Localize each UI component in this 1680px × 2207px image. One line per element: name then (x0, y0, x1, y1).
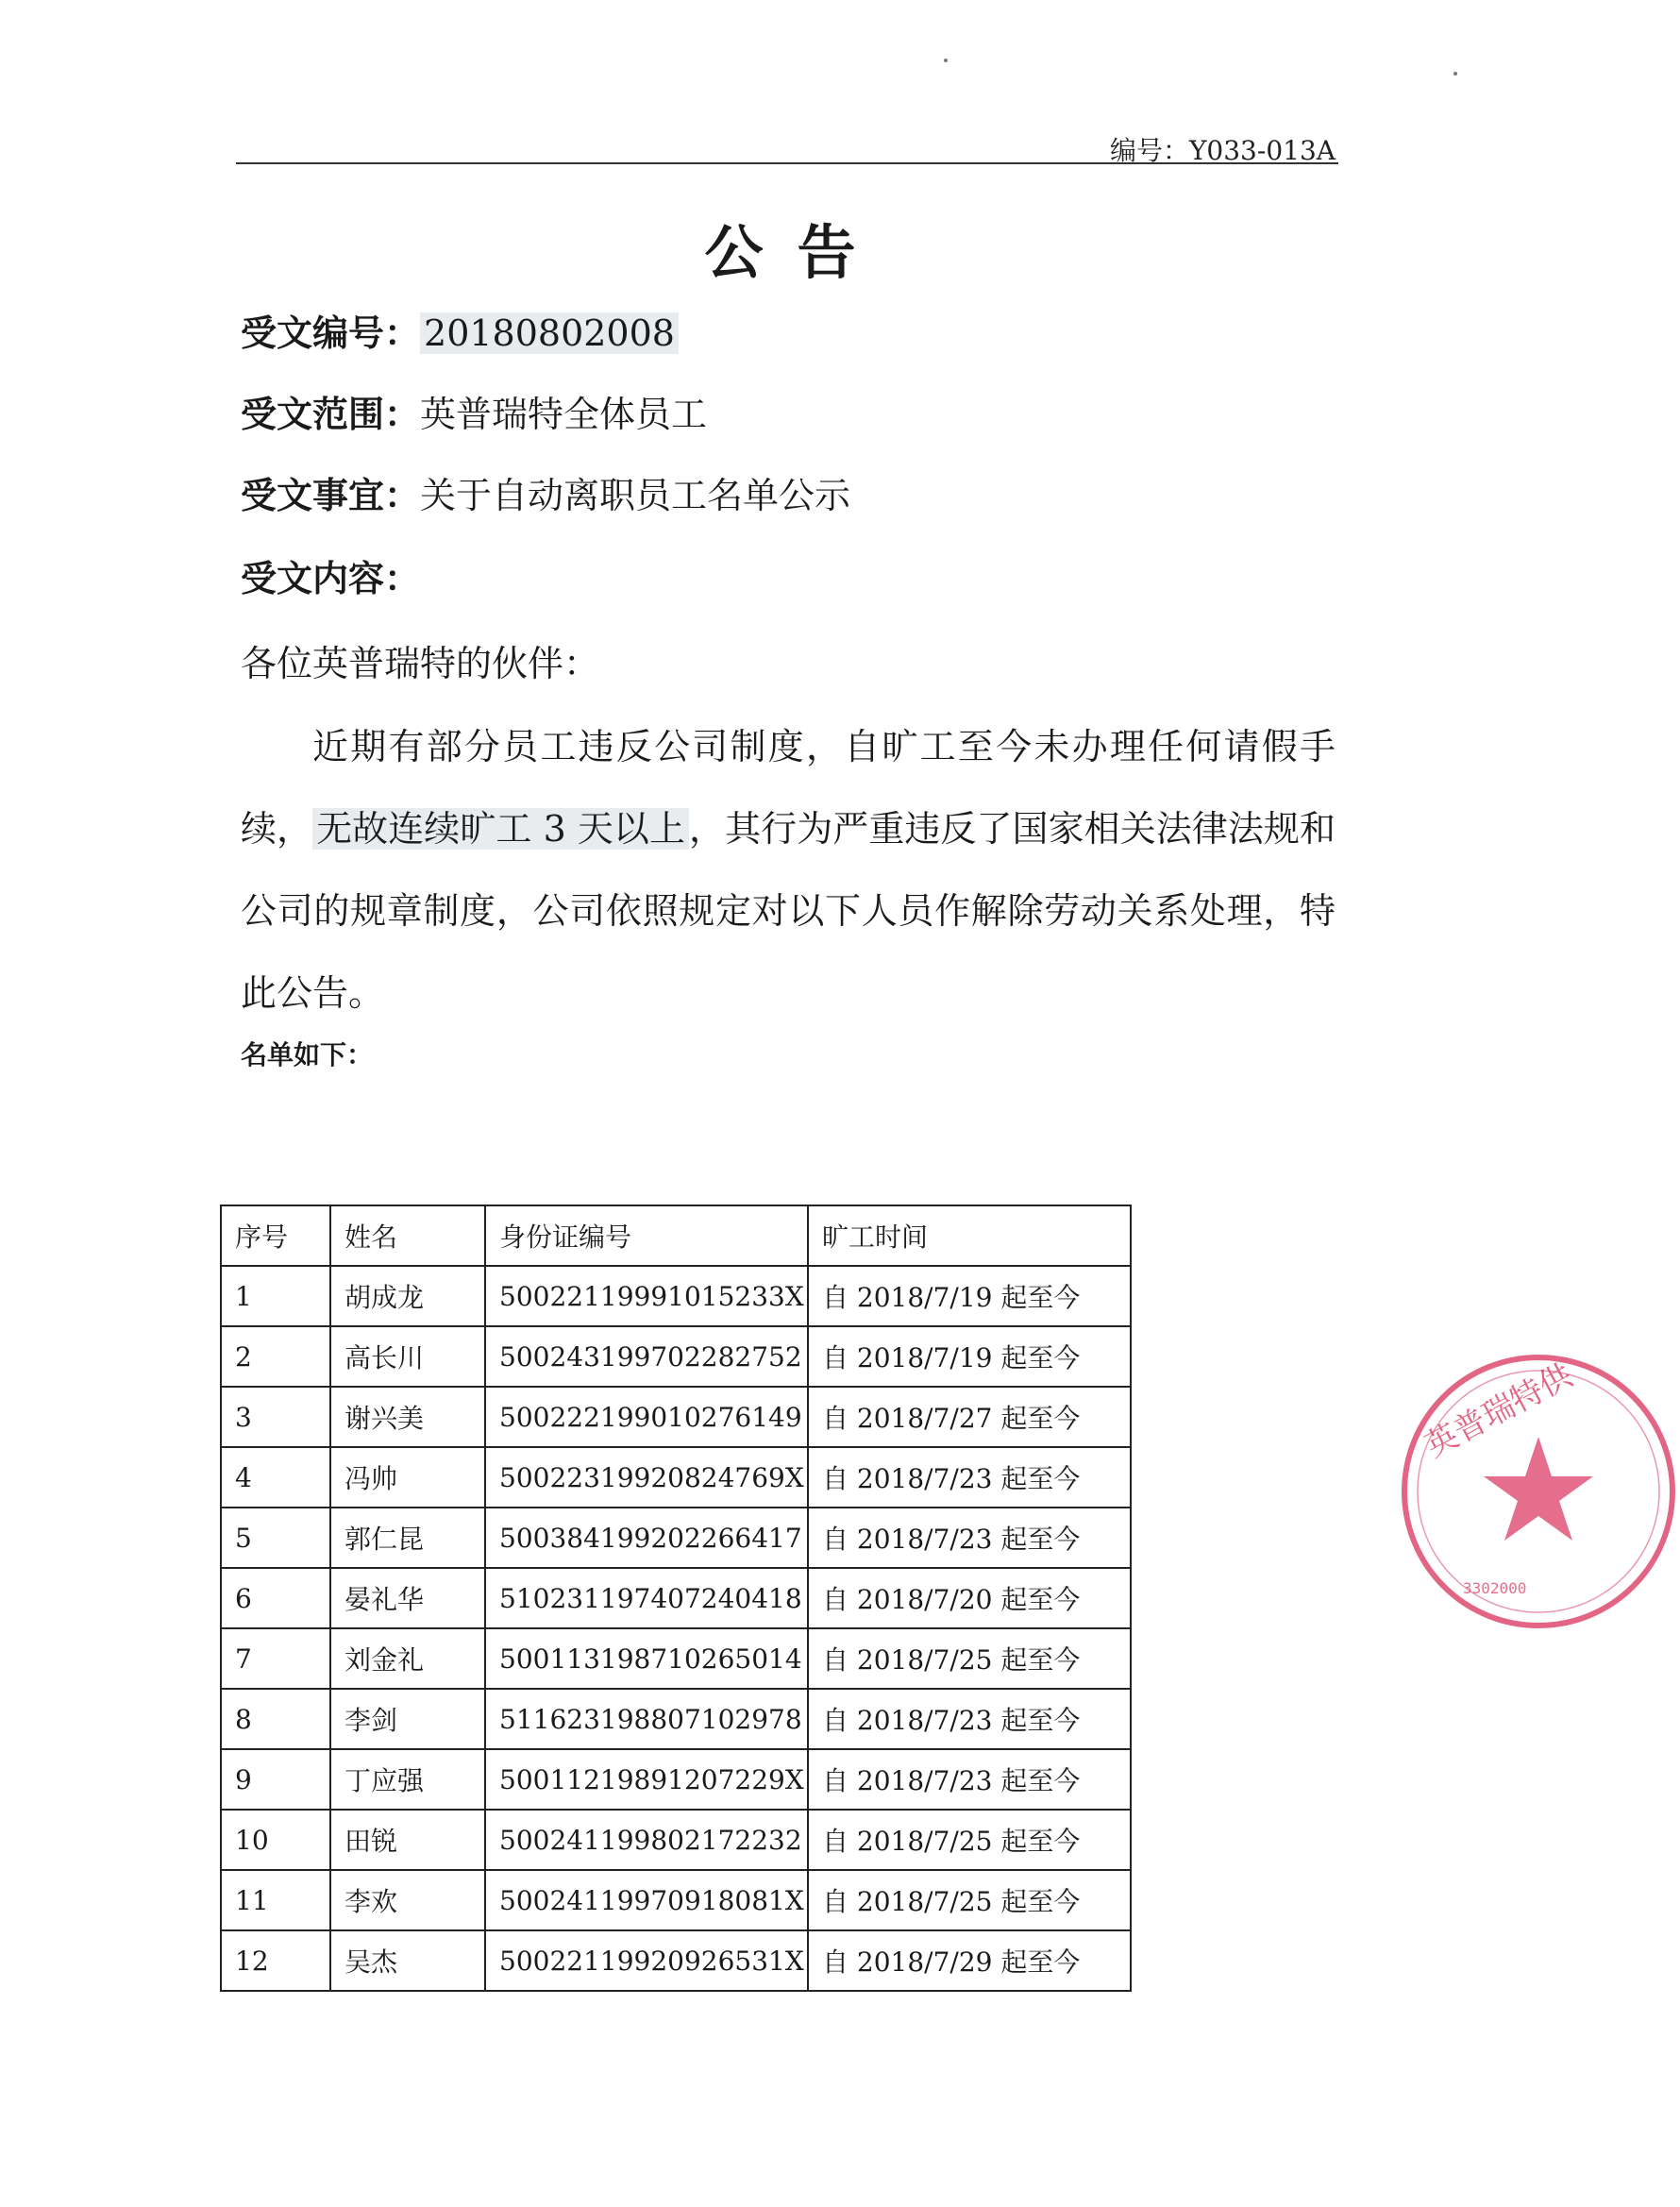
notice-title: 公告 (704, 218, 890, 287)
cell-name: 谢兴美 (330, 1387, 485, 1447)
cell-name: 郭仁昆 (330, 1508, 485, 1568)
cell-index: 1 (221, 1266, 330, 1326)
header-index: 序号 (221, 1205, 330, 1266)
table-row (221, 1508, 1131, 1568)
field-doc-number-label: 受文编号： (241, 312, 421, 354)
table-row (221, 1387, 1131, 1447)
cell-name: 高长川 (330, 1326, 485, 1387)
field-scope (241, 385, 707, 437)
table-row (221, 1266, 1131, 1326)
body-text-part1: 近期有部分员工违反公司制度，自旷工至今未办理任何请假手续， (241, 726, 1336, 850)
cell-absence-period: 自 2018/7/25 起至今 (808, 1810, 1131, 1870)
cell-absence-period: 自 2018/7/19 起至今 (808, 1326, 1131, 1387)
cell-name: 吴杰 (330, 1930, 485, 1991)
cell-id-number: 500113198710265014 (485, 1628, 808, 1689)
cell-index: 11 (221, 1870, 330, 1930)
cell-name: 李剑 (330, 1689, 485, 1749)
cell-index: 9 (221, 1749, 330, 1810)
document-number: 编号：Y033-013A (1109, 135, 1336, 166)
cell-absence-period: 自 2018/7/23 起至今 (808, 1447, 1131, 1508)
table-row (221, 1810, 1131, 1870)
cell-index: 5 (221, 1508, 330, 1568)
seal-star-icon (1484, 1437, 1593, 1541)
field-matter (241, 466, 850, 518)
cell-absence-period: 自 2018/7/29 起至今 (808, 1930, 1131, 1991)
table-row (221, 1689, 1131, 1749)
cell-name: 田锐 (330, 1810, 485, 1870)
cell-id-number: 500243199702282752 (485, 1326, 808, 1387)
company-seal (1397, 1350, 1680, 1633)
cell-index: 8 (221, 1689, 330, 1749)
field-matter-label: 受文事宜： (241, 475, 421, 516)
cell-index: 6 (221, 1568, 330, 1628)
cell-id-number: 500222199010276149 (485, 1387, 808, 1447)
roster-table (220, 1205, 1132, 1992)
cell-index: 3 (221, 1387, 330, 1447)
header-name: 姓名 (330, 1205, 485, 1266)
cell-absence-period: 自 2018/7/25 起至今 (808, 1628, 1131, 1689)
seal-number: 3302000 (1463, 1579, 1527, 1597)
cell-index: 2 (221, 1326, 330, 1387)
seal-text: 英普瑞特供 (1419, 1356, 1579, 1466)
table-row (221, 1568, 1131, 1628)
body-paragraph (241, 706, 1336, 1035)
cell-name: 李欢 (330, 1870, 485, 1930)
table-row (221, 1870, 1131, 1930)
table-row (221, 1749, 1131, 1810)
scan-speck (1453, 72, 1457, 76)
cell-name: 冯帅 (330, 1447, 485, 1508)
field-content (241, 549, 420, 601)
cell-index: 10 (221, 1810, 330, 1870)
cell-absence-period: 自 2018/7/23 起至今 (808, 1689, 1131, 1749)
cell-index: 12 (221, 1930, 330, 1991)
cell-name: 丁应强 (330, 1749, 485, 1810)
cell-id-number: 50011219891207229X (485, 1749, 808, 1810)
table-header-row (221, 1205, 1131, 1266)
cell-id-number: 50022119991015233X (485, 1266, 808, 1326)
field-doc-number-value: 20180802008 (420, 312, 679, 354)
cell-id-number: 511623198807102978 (485, 1689, 808, 1749)
header-rule (236, 162, 1338, 164)
field-scope-label: 受文范围： (241, 394, 421, 435)
cell-absence-period: 自 2018/7/23 起至今 (808, 1749, 1131, 1810)
body-text-part2: ，其行为严重违反了国家相关法律法规和公司的规章制度，公司依照规定对以下人员作解除劳动关系处理，特此公告。 (241, 808, 1336, 1014)
table-row (221, 1628, 1131, 1689)
field-matter-value: 关于自动离职员工名单公示 (420, 475, 851, 516)
body-text-highlight: 无故连续旷工 3 天以上 (312, 808, 689, 850)
field-content-label: 受文内容： (241, 558, 421, 599)
cell-absence-period: 自 2018/7/27 起至今 (808, 1387, 1131, 1447)
cell-absence-period: 自 2018/7/23 起至今 (808, 1508, 1131, 1568)
cell-index: 7 (221, 1628, 330, 1689)
scan-speck (944, 59, 948, 62)
table-row (221, 1326, 1131, 1387)
cell-name: 晏礼华 (330, 1568, 485, 1628)
cell-index: 4 (221, 1447, 330, 1508)
field-scope-value: 英普瑞特全体员工 (420, 394, 708, 435)
roster-body (221, 1266, 1131, 1991)
cell-id-number: 50022319920824769X (485, 1447, 808, 1508)
cell-id-number: 50022119920926531X (485, 1930, 808, 1991)
table-row (221, 1930, 1131, 1991)
cell-absence-period: 自 2018/7/20 起至今 (808, 1568, 1131, 1628)
cell-name: 胡成龙 (330, 1266, 485, 1326)
cell-id-number: 500384199202266417 (485, 1508, 808, 1568)
cell-absence-period: 自 2018/7/25 起至今 (808, 1870, 1131, 1930)
greeting: 各位英普瑞特的伙伴： (241, 643, 600, 684)
cell-name: 刘金礼 (330, 1628, 485, 1689)
table-row (221, 1447, 1131, 1508)
cell-id-number: 500241199802172232 (485, 1810, 808, 1870)
cell-id-number: 510231197407240418 (485, 1568, 808, 1628)
list-intro: 名单如下： (241, 1039, 374, 1070)
field-doc-number (241, 304, 679, 356)
header-absence-period: 旷工时间 (808, 1205, 1131, 1266)
cell-id-number: 50024119970918081X (485, 1870, 808, 1930)
cell-absence-period: 自 2018/7/19 起至今 (808, 1266, 1131, 1326)
header-id-number: 身份证编号 (485, 1205, 808, 1266)
